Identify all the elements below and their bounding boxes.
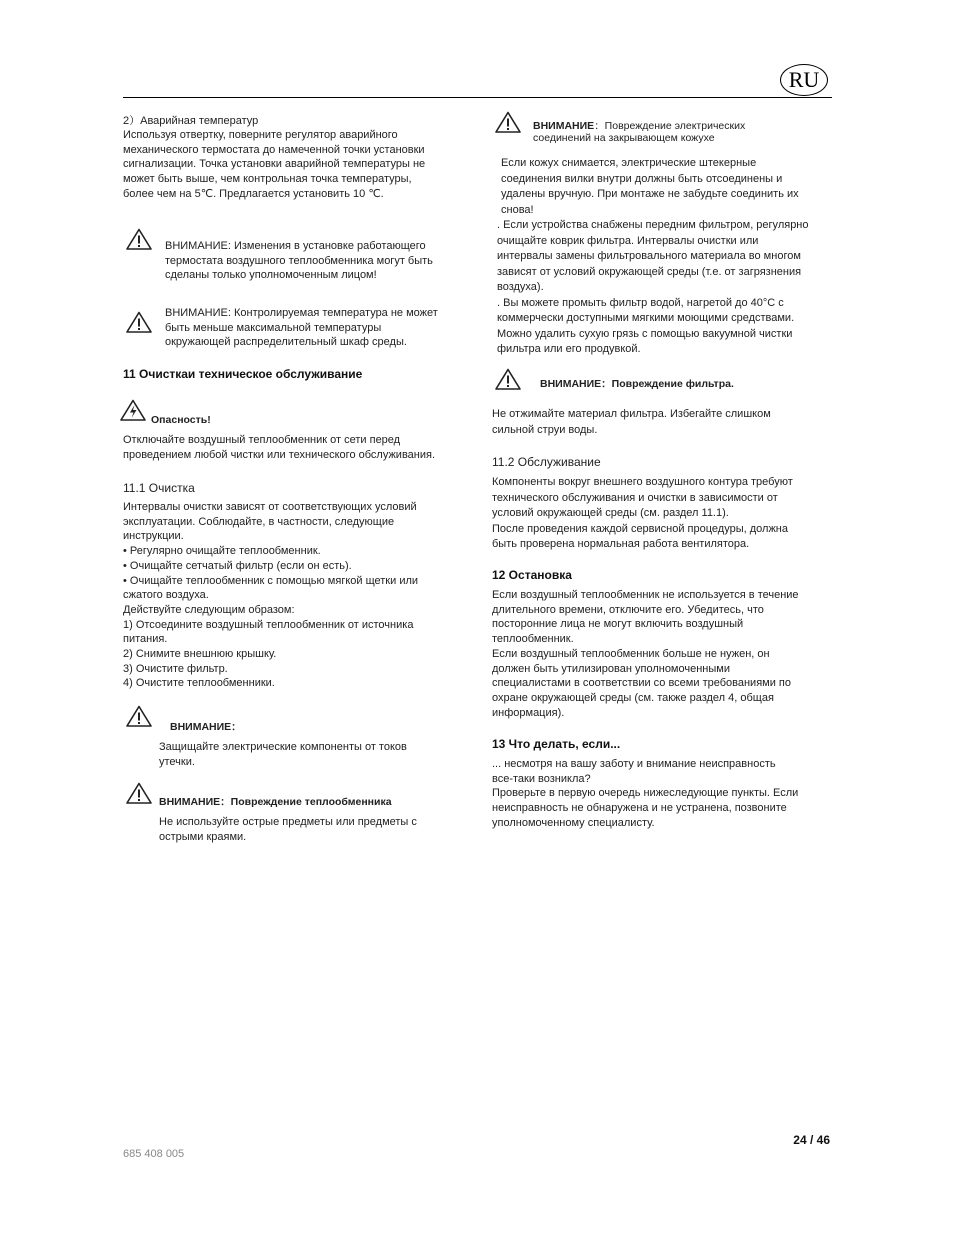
section-13-title: 13 Что делать, если... (492, 737, 621, 751)
electric-hazard-icon (120, 399, 146, 421)
emergency-temp-body: Используя отвертку, поверните регулятор аварийного механического термостата до намеченной точки установки сигнализации. Точка установки аварийной температуры не может быть выше, чем контрольная точка температуры, более чем на 5℃. Предлагается установить 10 ℃. (123, 129, 426, 200)
warning-text: : Контролируемая температура не может быть меньше максимальной температуры окружающей распределительный шкаф среды. (165, 307, 438, 349)
warning-triangle-icon (495, 111, 521, 133)
warning-label: ВНИМАНИЕ：Повреждение теплообменника (159, 796, 392, 808)
warning-thermostat-text (165, 239, 433, 283)
header-rule (123, 97, 832, 98)
section-11-2-body: Компоненты вокруг внешнего воздушного контура требуют технического обслуживания и очистки в зависимости от условий окружающей среды (см. раздел 11.1). После проведения каждой сервисной процедуры, должна быть проверена нормальная работа вентилятора. (492, 476, 793, 550)
warning-triangle-icon (495, 368, 521, 390)
section-12-title: 12 Остановка (492, 568, 572, 582)
warning-leakage-text: Защищайте электрические компоненты от токов утечки. (159, 741, 407, 768)
warning-label: ВНИМАНИЕ (165, 307, 228, 319)
warning-temperature-text (165, 306, 438, 350)
section-11-2-title: 11.2 Обслуживание (492, 455, 601, 469)
warning-label: ВНИМАНИЕ (533, 120, 595, 132)
warning-text: ：Повреждение электрических соединений на закрывающем кожухе (533, 120, 746, 144)
section-11-1-title: 11.1 Очистка (123, 481, 195, 495)
section-13-body: ... несмотря на вашу заботу и внимание неисправность все-таки возникла? Проверьте в первую очередь нижеследующие пункты. Если неисправность не обнаружена и не устранена, позвоните уполномоченному специалисту. (492, 758, 799, 829)
warning-triangle-icon (126, 228, 152, 250)
section-11-title: 11 Очисткаи техническое обслуживание (123, 367, 363, 381)
cover-removal-text: Если кожух снимается, электрические штекерные соединения вилки внутри должны быть отсоединены и удалены вручную. При монтаже не забудьте соединить их снова! (501, 157, 799, 216)
document-number: 685 408 005 (123, 1148, 185, 1160)
warning-triangle-icon (126, 782, 152, 804)
warning-triangle-icon (126, 311, 152, 333)
warning-label: ВНИМАНИЕ： (170, 721, 242, 733)
section-11-1-body: Интервалы очистки зависят от соответствующих условий эксплуатации. Соблюдайте, в частности, следующие инструкции. • Регулярно очищайте теплообменник. • Очищайте сетчатый фильтр (если он есть). • Очищайте теплообменник с помощью мягкой щетки или сжатого воздуха. Действуйте следующим образом: 1) Отсоедините воздушный теплообменник от источника питания. 2) Снимите внешнюю крышку. 3) Очистите фильтр. 4) Очистите теплообменники. (123, 501, 419, 690)
danger-text: Отключайте воздушный теплообменник от сети перед проведением любой чистки или технического обслуживания. (123, 434, 436, 461)
danger-label: Опасность! (151, 414, 211, 426)
emergency-temp-title: 2）Аварийная температур (123, 115, 259, 127)
warning-sharp-objects-text: Не используйте острые предметы или предметы с острыми краями. (159, 816, 417, 843)
page-number: 24 / 46 (793, 1133, 830, 1147)
warning-label: ВНИМАНИЕ：Повреждение фильтра. (540, 378, 734, 390)
language-badge: RU (780, 64, 828, 96)
warning-triangle-icon (126, 705, 152, 727)
warning-cover-connections (533, 120, 745, 144)
warning-text: : Изменения в установке работающего термостата воздушного теплообменника могут быть сделаны только уполномоченным лицом! (165, 240, 433, 282)
warning-label: ВНИМАНИЕ (165, 240, 228, 252)
section-12-body: Если воздушный теплообменник не используется в течение длительного времени, отключите его. Убедитесь, что посторонние лица не могут включить воздушный теплообменник. Если воздушный теплообменник больше не нужен, он должен быть утилизирован уполномоченными специалистами в соответствии со всеми требованиями по охране окружающей среды (см. также раздел 4, общая информация). (492, 589, 799, 719)
filter-damage-text: Не отжимайте материал фильтра. Избегайте слишком сильной струи воды. (492, 408, 771, 436)
filter-cleaning-text: . Если устройства снабжены передним фильтром, регулярно очищайте коврик фильтра. Интервалы очистки или интервалы замены фильтровального материала во многом зависят от условий окружающей среды (т.е. от загрязнения воздуха). . Вы можете промыть фильтр водой, нагретой до 40°C с коммерчески доступными мягкими моющими средствами. Можно удалить сухую грязь с помощью вакуумной чистки фильтра или его продувкой. (497, 219, 809, 355)
